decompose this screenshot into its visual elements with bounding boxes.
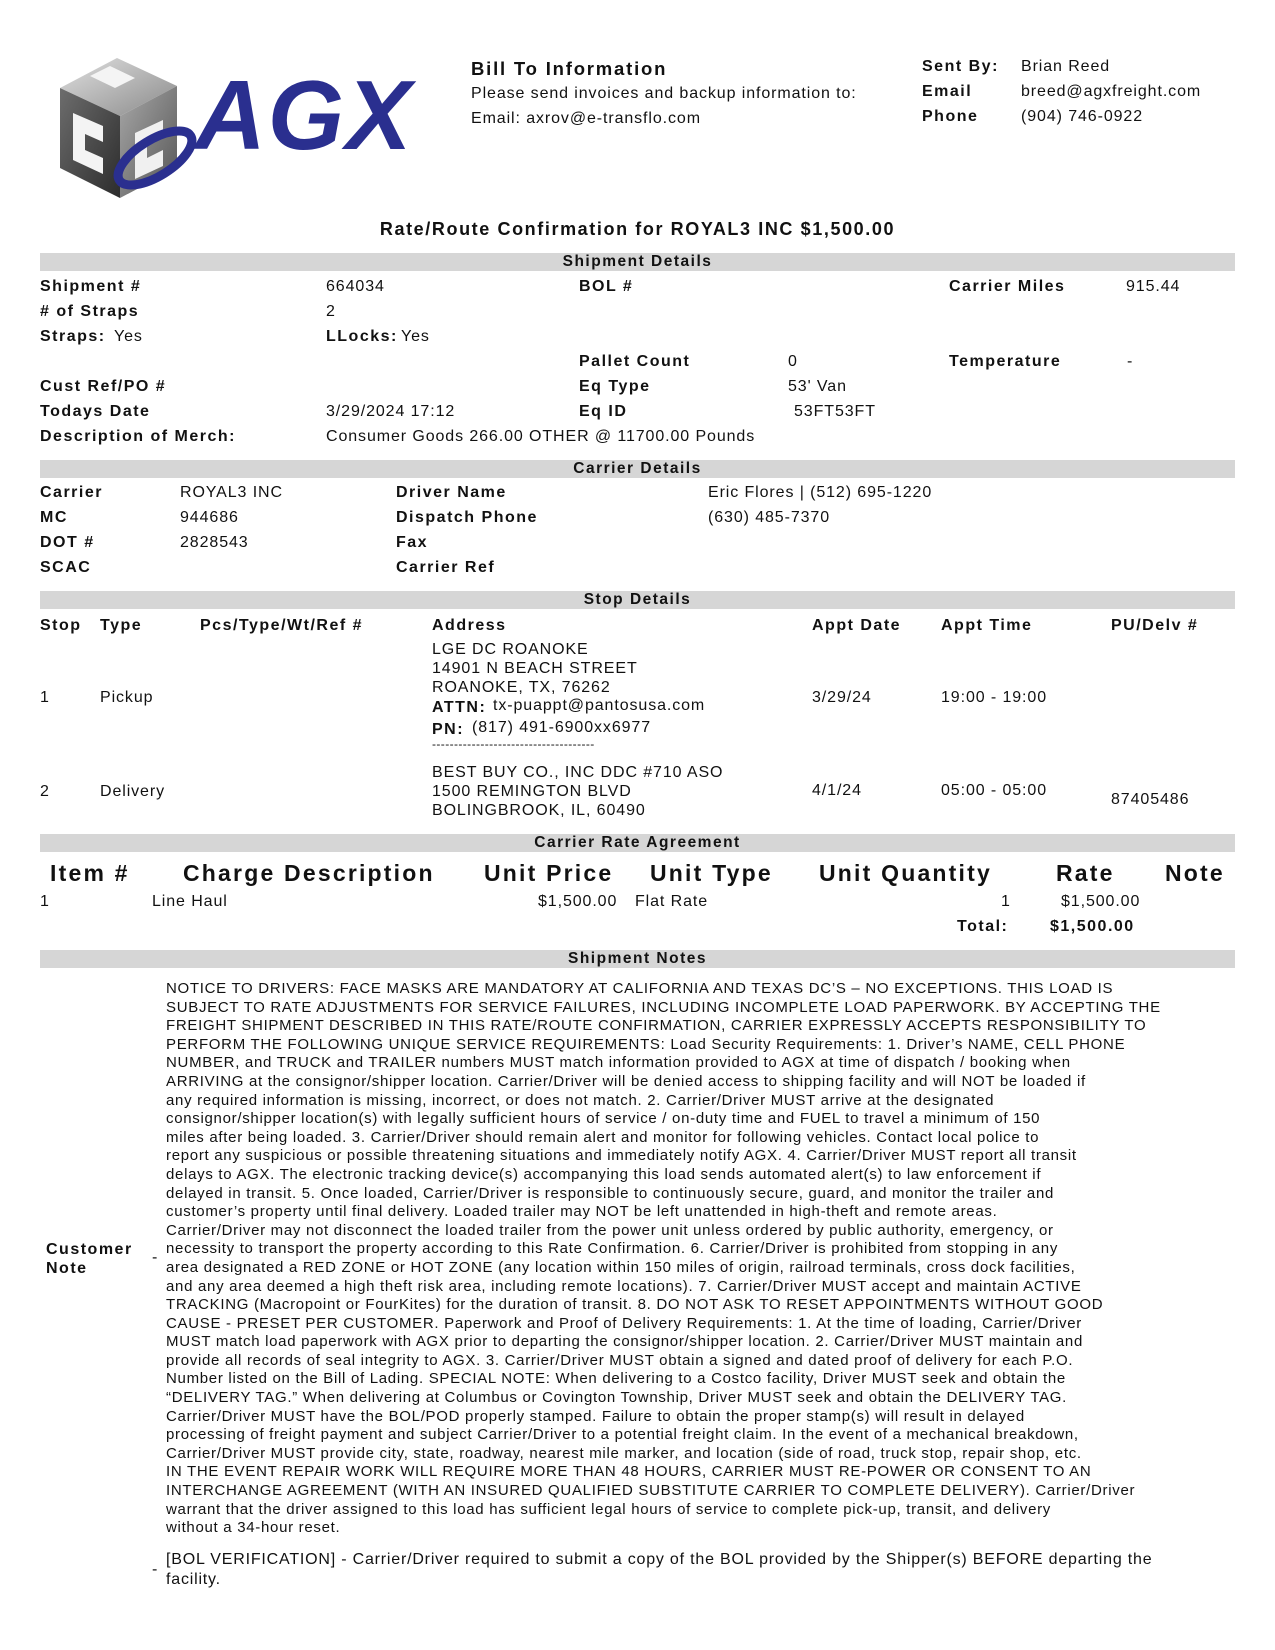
stop-2-appt-time: 05:00 - 05:00 — [941, 782, 1047, 799]
scac-label: SCAC — [40, 559, 92, 576]
note-line: delayed in transit. 5. Once loaded, Carrier/Driver is responsible to continuously secure, guard, and monitor the trailer and — [166, 1184, 1055, 1202]
bill-to-email: Email: axrov@e-transflo.com — [471, 110, 701, 127]
note-line: MUST match load paperwork with AGX prior to departing the consignor/shipper location. 2. Carrier/Driver MUST maintain and — [166, 1333, 1084, 1351]
shipment-details-header: Shipment Details — [40, 253, 1235, 271]
note-line: and any area deemed a high theft risk area, including remote locations). 7. Carrier/Driver MUST accept and maintain ACTIVE — [166, 1277, 1082, 1295]
eq-type-label: Eq Type — [579, 378, 651, 395]
stop-1-divider: ------------------------------------- — [432, 737, 595, 751]
mc-label: MC — [40, 509, 68, 526]
straps-count-label: # of Straps — [40, 303, 140, 320]
stop-col-address: Address — [432, 617, 507, 634]
cube-logo-icon — [55, 58, 205, 203]
bol-verification-line: facility. — [166, 1570, 221, 1588]
bol-verification-line: [BOL VERIFICATION] - Carrier/Driver required to submit a copy of the BOL provided by the Shipper(s) BEFORE departing the — [166, 1551, 1153, 1568]
rate-total-value: $1,500.00 — [1050, 918, 1135, 935]
note-line: any required information is missing, incorrect, or does not match. 2. Carrier/Driver MUST arrive at the designated — [166, 1091, 995, 1109]
rate-item-number: 1 — [40, 893, 50, 910]
carrier-miles-label: Carrier Miles — [949, 278, 1066, 295]
stop-2-number: 2 — [40, 783, 50, 800]
rate-col-unit-type: Unit Type — [650, 860, 773, 886]
customer-note-label-line1: Customer — [46, 1241, 133, 1258]
stop-2-address-line3: BOLINGBROOK, IL, 60490 — [432, 802, 646, 819]
dispatch-phone-value: (630) 485-7370 — [708, 509, 831, 526]
note-line: CAUSE - PRESET PER CUSTOMER. Paperwork and Proof of Delivery Requirements: 1. At the time of loading, Carrier/Driver — [166, 1314, 1082, 1332]
note-line: NUMBER, and TRUCK and TRAILER numbers MUST match information provided to AGX at time of dispatch / booking when — [166, 1054, 1071, 1072]
rate-col-note: Note — [1165, 860, 1225, 886]
stop-1-pn-value: (817) 491-6900xx6977 — [472, 719, 652, 736]
llocks-label: LLocks: — [326, 328, 398, 345]
stop-1-attn-value[interactable]: tx-puappt@pantosusa.com — [493, 697, 706, 714]
fax-label: Fax — [396, 534, 429, 551]
email-value[interactable]: breed@agxfreight.com — [1021, 83, 1202, 100]
shipment-number-value: 664034 — [326, 278, 385, 295]
sent-by-label: Sent By: — [922, 58, 999, 75]
rate-total-label: Total: — [957, 918, 1009, 935]
note-line: Carrier/Driver may not disconnect the loaded trailer from the power unit unless ordered by public authority, emergency, or — [166, 1221, 1054, 1239]
stop-1-appt-time: 19:00 - 19:00 — [941, 689, 1047, 706]
stop-2-appt-date: 4/1/24 — [812, 782, 862, 799]
pallet-count-value: 0 — [788, 353, 798, 370]
stop-2-address-line2: 1500 REMINGTON BLVD — [432, 783, 632, 800]
rate-col-rate: Rate — [1056, 860, 1115, 886]
rate-item-unit-type: Flat Rate — [635, 893, 709, 910]
note-line: ARRIVING at the consignor/shipper location. Carrier/Driver will be denied access to shipping facility and will NOT be loaded if — [166, 1072, 1086, 1090]
note-line: without a 34-hour reset. — [166, 1519, 341, 1537]
customer-note-text — [166, 980, 1246, 1538]
customer-note-bullet: - — [152, 1249, 159, 1266]
rate-item-description: Line Haul — [152, 893, 228, 910]
merch-description-label: Description of Merch: — [40, 428, 236, 445]
rate-col-unit-price: Unit Price — [484, 860, 614, 886]
note-line: IN THE EVENT REPAIR WORK WILL REQUIRE MORE THAN 48 HOURS, CARRIER MUST RE-POWER OR CONSENT TO AN — [166, 1463, 1092, 1481]
eq-type-value: 53' Van — [788, 378, 847, 395]
stop-col-appt-date: Appt Date — [812, 617, 902, 634]
temperature-label: Temperature — [949, 353, 1062, 370]
driver-name-label: Driver Name — [396, 484, 507, 501]
stop-col-appt-time: Appt Time — [941, 617, 1033, 634]
phone-value: (904) 746-0922 — [1021, 108, 1144, 125]
bol-label: BOL # — [579, 278, 634, 295]
rate-agreement-header: Carrier Rate Agreement — [40, 834, 1235, 852]
todays-date-value: 3/29/2024 17:12 — [326, 403, 456, 420]
eq-id-value: 53FT53FT — [794, 403, 876, 420]
temperature-value: - — [1127, 353, 1134, 370]
pallet-count-label: Pallet Count — [579, 353, 691, 370]
carrier-details-header: Carrier Details — [40, 460, 1235, 478]
note-line: miles after being loaded. 3. Carrier/Driver should remain alert and monitor for following vehicles. Contact local police to — [166, 1128, 1040, 1146]
bill-to-title: Bill To Information — [471, 58, 668, 79]
sent-by-value: Brian Reed — [1021, 58, 1111, 75]
dot-value: 2828543 — [180, 534, 249, 551]
merch-description-value: Consumer Goods 266.00 OTHER @ 11700.00 Pounds — [326, 428, 756, 445]
carrier-label: Carrier — [40, 484, 103, 501]
note-line: SUBJECT TO RATE ADJUSTMENTS FOR SERVICE FAILURES, INCLUDING INCOMPLETE LOAD PAPERWORK. BY ACCEPTING THE — [166, 998, 1161, 1016]
straps-label: Straps: — [40, 328, 106, 345]
rate-col-description: Charge Description — [183, 860, 435, 886]
rate-col-item: Item # — [50, 860, 130, 886]
customer-note-label-line2: Note — [46, 1260, 88, 1277]
note-line: INTERCHANGE AGREEMENT (WITH AN INSURED QUALIFIED SUBSTITUTE CARRIER TO COMPLETE DELIVERY). Carrier/Driver — [166, 1482, 1136, 1500]
note-line: customer’s property until final delivery. Loaded trailer may NOT be left unattended in high-theft and remote areas. — [166, 1203, 998, 1221]
note-line: necessity to transport the property according to this Rate Confirmation. 6. Carrier/Driver is prohibited from stopping in any — [166, 1240, 1059, 1258]
stop-1-pn-label: PN: — [432, 721, 465, 738]
stop-col-stop: Stop — [40, 617, 82, 634]
bol-verification-bullet: - — [152, 1561, 159, 1578]
dispatch-phone-label: Dispatch Phone — [396, 509, 538, 526]
straps-count-value: 2 — [326, 303, 336, 320]
stop-1-appt-date: 3/29/24 — [812, 689, 872, 706]
note-line: Number listed on the Bill of Lading. SPECIAL NOTE: When delivering to a Costco facility, Driver MUST seek and obtain the — [166, 1370, 1066, 1388]
rate-item-unit-price: $1,500.00 — [538, 893, 618, 910]
stop-col-pudelv: PU/Delv # — [1111, 617, 1199, 634]
shipment-number-label: Shipment # — [40, 278, 142, 295]
dot-label: DOT # — [40, 534, 95, 551]
note-line: FREIGHT SHIPMENT DESCRIBED IN THIS RATE/ROUTE CONFIRMATION, CARRIER EXPRESSLY ACCEPTS RESPONSIBILITY TO — [166, 1017, 1147, 1035]
agx-logo-text: AGX — [195, 60, 414, 170]
mc-value: 944686 — [180, 509, 239, 526]
note-line: TRACKING (Macropoint or FourKites) for the duration of transit. 8. DO NOT ASK TO RESET APPOINTMENTS WITHOUT GOOD — [166, 1296, 1104, 1314]
eq-id-label: Eq ID — [579, 403, 628, 420]
rate-col-unit-quantity: Unit Quantity — [819, 860, 992, 886]
document-title: Rate/Route Confirmation for ROYAL3 INC $1,500.00 — [379, 219, 896, 239]
stop-2-pudelv: 87405486 — [1111, 791, 1190, 808]
llocks-value: Yes — [401, 328, 430, 345]
stop-2-type: Delivery — [100, 783, 165, 800]
stop-details-header: Stop Details — [40, 591, 1235, 609]
cust-ref-label: Cust Ref/PO # — [40, 378, 167, 395]
note-line: report any suspicious or possible threatening situations and immediately notify AGX. 4. Carrier/Driver MUST report all transit — [166, 1147, 1077, 1165]
agx-logo — [55, 58, 415, 203]
stop-col-pcs: Pcs/Type/Wt/Ref # — [200, 617, 364, 634]
note-line: NOTICE TO DRIVERS: FACE MASKS ARE MANDATORY AT CALIFORNIA AND TEXAS DC’S – NO EXCEPTIONS. THIS LOAD IS — [166, 980, 1114, 997]
shipment-notes-header: Shipment Notes — [40, 950, 1235, 968]
bill-to-line1: Please send invoices and backup information to: — [471, 85, 857, 102]
rate-item-quantity: 1 — [1001, 893, 1011, 910]
stop-1-number: 1 — [40, 689, 50, 706]
bol-verification-text — [166, 1550, 1246, 1589]
stop-1-attn-label: ATTN: — [432, 699, 487, 716]
stop-1-address-line3: ROANOKE, TX, 76262 — [432, 679, 611, 696]
carrier-value: ROYAL3 INC — [180, 484, 283, 501]
note-line: PERFORM THE FOLLOWING UNIQUE SERVICE REQUIREMENTS: Load Security Requirements: 1. Driver’s NAME, CELL PHONE — [166, 1035, 1126, 1053]
todays-date-label: Todays Date — [40, 403, 151, 420]
phone-label: Phone — [922, 108, 979, 125]
stop-2-address-line1: BEST BUY CO., INC DDC #710 ASO — [432, 764, 724, 781]
stop-1-address-line2: 14901 N BEACH STREET — [432, 660, 638, 677]
note-line: area designated a RED ZONE or HOT ZONE (any location within 150 miles of origin, railroad terminals, cross dock facilities, — [166, 1258, 1076, 1276]
note-line: delays to AGX. The electronic tracking device(s) accompanying this load sends automated alert(s) to law enforcement if — [166, 1165, 1042, 1183]
note-line: warrant that the driver assigned to this load has sufficient legal hours of service to complete pick-up, transit, and delivery — [166, 1500, 1052, 1518]
stop-1-type: Pickup — [100, 689, 154, 706]
driver-name-value: Eric Flores | (512) 695-1220 — [708, 484, 933, 501]
carrier-miles-value: 915.44 — [1126, 278, 1181, 295]
note-line: consignor/shipper location(s) with legally sufficient hours of service / on-duty time and FUEL to travel a minimum of 150 — [166, 1110, 1041, 1128]
straps-value: Yes — [114, 328, 143, 345]
note-line: Carrier/Driver MUST provide city, state, roadway, nearest mile marker, and location (side of road, truck stop, repair shop, etc. — [166, 1444, 1082, 1462]
stop-col-type: Type — [100, 617, 143, 634]
rate-item-rate: $1,500.00 — [1061, 893, 1141, 910]
note-line: processing of freight payment and subject Carrier/Driver to a potential freight claim. In the event of a mechanical breakdown, — [166, 1426, 1079, 1444]
note-line: “DELIVERY TAG.” When delivering at Columbus or Covington Township, Driver MUST seek and obtain the DELIVERY TAG. — [166, 1389, 1068, 1407]
note-line: Carrier/Driver MUST have the BOL/POD properly stamped. Failure to obtain the proper stamp(s) will result in delayed — [166, 1407, 1025, 1425]
email-label: Email — [922, 83, 973, 100]
note-line: provide all records of seal integrity to AGX. 3. Carrier/Driver MUST obtain a signed and dated proof of delivery for each P.O. — [166, 1351, 1074, 1369]
stop-1-address-line1: LGE DC ROANOKE — [432, 641, 589, 658]
carrier-ref-label: Carrier Ref — [396, 559, 496, 576]
